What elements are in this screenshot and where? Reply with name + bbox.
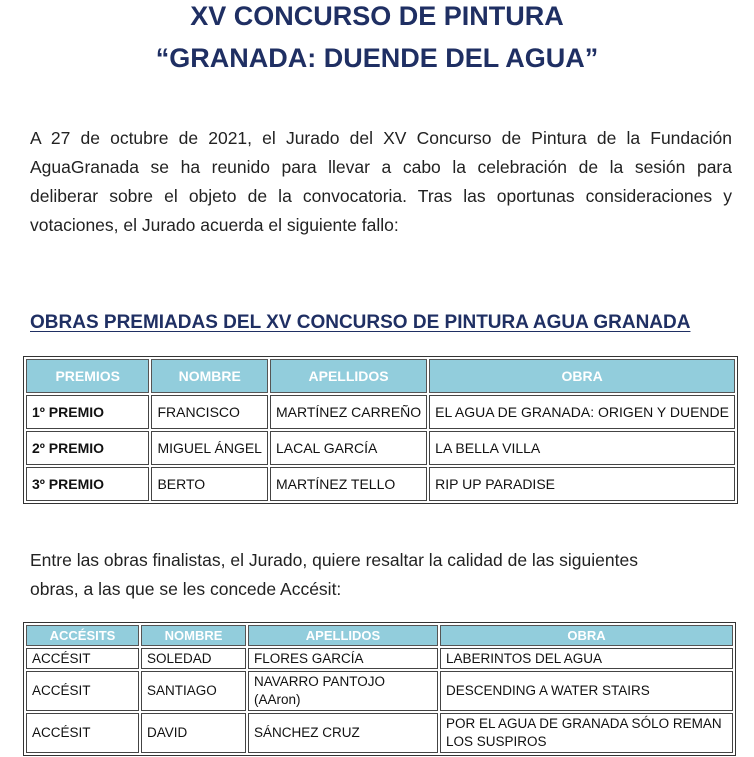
cell-obra: RIP UP PARADISE [429,467,735,501]
table-row [26,648,733,669]
table-header-row [26,359,735,393]
cell-premio: 1º PREMIO [26,395,149,429]
column-header-apellidos: APELLIDOS [248,625,438,646]
cell-obra-line: POR EL AGUA DE GRANADA SÓLO REMAN [446,716,722,731]
cell-obra-line: DESCENDING A WATER STAIRS [446,683,650,698]
table-row [26,395,735,429]
cell-obra-line: LOS SUSPIROS [446,734,547,749]
cell-nombre: MIGUEL ÁNGEL [151,431,268,465]
cell-nombre: SANTIAGO [141,671,246,711]
accesits-table [23,622,736,756]
cell-apellidos-line: (AAron) [254,692,301,707]
cell-accesit: ACCÉSIT [26,671,139,711]
column-header-obra: OBRA [429,359,735,393]
column-header-obra: OBRA [440,625,733,646]
finalists-line: Entre las obras finalistas, el Jurado, quiere resaltar la calidad de las siguientes [30,550,638,570]
column-header-apellidos: APELLIDOS [270,359,427,393]
cell-apellidos: MARTÍNEZ TELLO [270,467,427,501]
cell-accesit: ACCÉSIT [26,648,139,669]
cell-obra: EL AGUA DE GRANADA: ORIGEN Y DUENDE [429,395,735,429]
cell-apellidos [248,713,438,753]
document-title-line-2: “GRANADA: DUENDE DEL AGUA” [155,43,599,73]
column-header-nombre: NOMBRE [141,625,246,646]
table-row [26,713,733,753]
cell-apellidos [248,671,438,711]
cell-apellidos-line: NAVARRO PANTOJO [254,674,386,689]
cell-nombre: DAVID [141,713,246,753]
prizes-table [23,356,738,504]
cell-apellidos [248,648,438,669]
table-header-row [26,625,733,646]
column-header-nombre: NOMBRE [151,359,268,393]
table-row [26,431,735,465]
cell-nombre: SOLEDAD [141,648,246,669]
table-row [26,671,733,711]
cell-premio: 2º PREMIO [26,431,149,465]
intro-line: votaciones, el Jurado acuerda el siguiente fallo: [30,215,399,235]
cell-apellidos: LACAL GARCÍA [270,431,427,465]
intro-paragraph [30,124,732,240]
cell-apellidos: MARTÍNEZ CARREÑO [270,395,427,429]
prizes-heading: OBRAS PREMIADAS DEL XV CONCURSO DE PINTURA AGUA GRANADA [30,312,691,333]
cell-obra: LA BELLA VILLA [429,431,735,465]
cell-apellidos-line: SÁNCHEZ CRUZ [254,725,360,740]
column-header-accesits: ACCÉSITS [26,625,139,646]
finalists-paragraph [30,546,732,604]
cell-nombre: BERTO [151,467,268,501]
cell-nombre: FRANCISCO [151,395,268,429]
intro-line: deliberar sobre el objeto de la convocatoria. Tras las oportunas consideraciones y [30,186,732,206]
document-title-line-1: XV CONCURSO DE PINTURA [190,1,564,31]
table-row [26,467,735,501]
column-header-premios: PREMIOS [26,359,149,393]
cell-accesit: ACCÉSIT [26,713,139,753]
cell-apellidos-line: FLORES GARCÍA [254,650,364,666]
intro-line: A 27 de octubre de 2021, el Jurado del XV Concurso de Pintura de la Fundación [30,128,732,148]
cell-obra-line: LABERINTOS DEL AGUA [446,650,603,666]
finalists-line: obras, a las que se les concede Accésit: [30,579,342,599]
intro-line: AguaGranada se ha reunido para llevar a cabo la celebración de la sesión para [30,157,732,177]
cell-obra [440,713,733,753]
cell-premio: 3º PREMIO [26,467,149,501]
cell-obra [440,648,733,669]
cell-obra [440,671,733,711]
